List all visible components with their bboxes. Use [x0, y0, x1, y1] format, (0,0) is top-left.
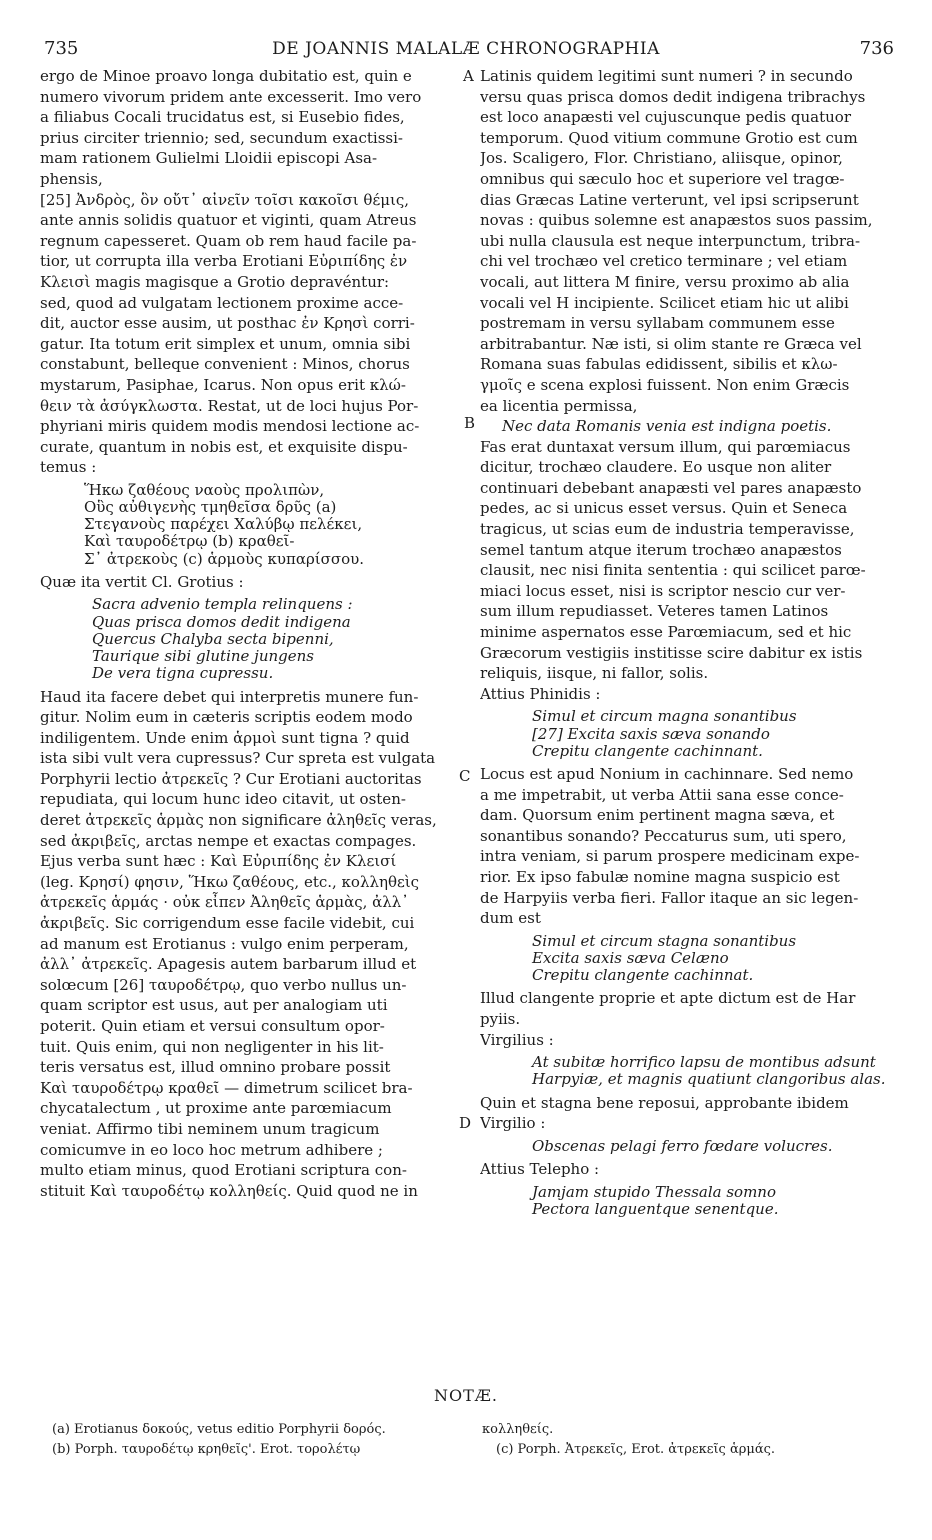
- text-line: mam rationem Gulielmi Lloidii episcopi Asa-: [40, 149, 378, 168]
- text-line: Romana suas fabulas edidissent, sibilis et κλω-: [480, 355, 838, 374]
- text-line: reliquis, iisque, ni fallor, solis.: [480, 664, 709, 683]
- text-line: Fas erat duntaxat versum illum, qui parœmiacus: [480, 437, 851, 456]
- text-line: Attius Telepho :: [480, 1159, 600, 1178]
- text-line: regnum capesseret. Quam ob rem haud facile pa-: [40, 231, 417, 250]
- text-line: semel tantum atque iterum trochæo anapæstos: [480, 540, 842, 559]
- notes-heading: NOTÆ.: [434, 1386, 498, 1405]
- page-number-right: 736: [859, 38, 894, 59]
- text-line: (leg. Κρησί) φησιν, Ἥκω ζαθέους, etc., κολληθεὶς: [40, 872, 420, 891]
- text-line: repudiata, qui locum hunc ideo citavit, ut osten-: [40, 790, 406, 809]
- text-line: sonantibus sonando? Peccaturus sum, uti spero,: [480, 826, 847, 845]
- text-line: Quæ ita vertit Cl. Grotius :: [40, 572, 244, 591]
- text-line: ubi nulla clausula est neque interpunctum, tribra-: [480, 231, 861, 250]
- text-line: [25] Ἀνδρὸς, ὃν οὔτ᾿ αἰνεῖν τοῖσι κακοῖσι θέμις,: [40, 190, 410, 209]
- text-line: indiligentem. Unde enim ἁρμοὶ sunt tigna ? quid: [40, 728, 410, 747]
- text-line: tuit. Quis enim, qui non negligenter in his lit-: [40, 1037, 384, 1056]
- text-line: de Harpyiis verba fieri. Fallor itaque an sic legen-: [480, 888, 859, 907]
- greek-verse-line: Οὓς αὐθιγενὴς τμηθεῖσα δρῦς (a): [84, 499, 337, 517]
- text-line: chycatalectum , ut proxime ante parœmiacum: [40, 1099, 392, 1118]
- text-line: dit, auctor esse ausim, ut posthac ἐν Κρησὶ corri-: [40, 314, 415, 333]
- text-line: omnibus qui sæculo hoc et superiore vel tragœ-: [480, 169, 845, 188]
- text-line: pedes, ac si unicus esset versus. Quin et Seneca: [480, 499, 848, 518]
- text-line: versu quas prisca domos dedit indigena tribrachys: [480, 87, 866, 106]
- text-line: arbitrabantur. Næ isti, si olim stante re Græca vel: [480, 334, 862, 353]
- text-line: θειν τὰ ἀσύγκλωστα. Restat, ut de loci hujus Por-: [40, 396, 419, 415]
- quoted-verse-line: Nec data Romanis venia est indigna poetis.: [502, 417, 832, 436]
- text-line: continuari debebant anapæsti vel pares anapæsto: [480, 478, 862, 497]
- text-line: temus :: [40, 458, 97, 477]
- text-line: ἀλλ᾿ ἀτρεκεῖς. Apagesis autem barbarum illud et: [40, 955, 417, 974]
- text-line: phyriani miris quidem modis mendosi lectione ac-: [40, 417, 420, 436]
- text-line: est loco anapæsti vel cujuscunque pedis quatuor: [480, 108, 851, 127]
- text-line: Attius Phinidis :: [480, 684, 601, 703]
- text-line: vocali, aut littera M finire, versu proximo ab alia: [480, 272, 850, 291]
- text-line: rior. Ex ipso fabulæ nomine magna suspicio est: [480, 867, 840, 886]
- verse-line: Sacra advenio templa relinquens :: [92, 596, 353, 614]
- text-line: ἀτρεκεῖς ἁρμάς · οὐκ εἶπεν Ἀληθεῖς ἁρμὰς, ἀλλ᾿: [40, 893, 409, 912]
- margin-letter-b: B: [464, 414, 476, 432]
- verse-line: Excita saxis sæva Celæno: [532, 949, 729, 967]
- text-line: temporum. Quod vitium commune Grotio est cum: [480, 128, 858, 147]
- text-line: Καὶ ταυροδέτρῳ κραθεῖ — dimetrum scilicet bra-: [40, 1078, 413, 1097]
- verse-line: Taurique sibi glutine jungens: [92, 648, 314, 666]
- text-line: tior, ut corrupta illa verba Erotiani Εὐριπίδης ἐν: [40, 252, 408, 271]
- text-line: Virgilius :: [480, 1030, 554, 1049]
- text-line: curate, quantum in nobis est, et exquisite dispu-: [40, 437, 408, 456]
- text-line: prius circiter triennio; sed, secundum exactissi-: [40, 128, 403, 147]
- text-line: pyiis.: [480, 1009, 521, 1028]
- text-line: poterit. Quin etiam et versui consultum opor-: [40, 1017, 385, 1035]
- greek-verse-line: Ἥκω ζαθέους ναοὺς προλιπὼν,: [84, 481, 325, 499]
- text-line: dam. Quorsum enim pertinent magna sæva, et: [480, 806, 835, 825]
- greek-verse-line: Σ᾿ ἀτρεκοὺς (c) ἁρμοὺς κυπαρίσσου.: [84, 550, 365, 568]
- text-line: Ejus verba sunt hæc : Καὶ Εὐριπίδης ἐν Κλεισί: [40, 852, 397, 871]
- verse-line: De vera tigna cupressu.: [92, 665, 274, 683]
- left-column: [40, 66, 458, 1201]
- verse-line: Pectora languentque senentque.: [532, 1200, 779, 1218]
- text-line: Haud ita facere debet qui interpretis munere fun-: [40, 687, 419, 706]
- text-line: quam scriptor est usus, aut per analogiam uti: [40, 996, 388, 1015]
- text-line: Illud clangente proprie et apte dictum est de Har: [480, 989, 856, 1008]
- margin-letter-a: A: [463, 67, 474, 85]
- text-line: ad manum est Erotianus : vulgo enim perperam,: [40, 934, 409, 953]
- text-line: solœcum [26] ταυροδέτρῳ, quo verbo nullus un-: [40, 975, 407, 994]
- verse-line: Obscenas pelagi ferro fœdare volucres.: [532, 1137, 833, 1155]
- margin-letter-c: C: [459, 767, 471, 785]
- text-line: ergo de Minoe proavo longa dubitatio est, quin e: [40, 67, 412, 85]
- verse-line: [27] Excita saxis sæva sonando: [532, 725, 770, 743]
- verse-line: Quercus Chalyba secta bipenni,: [92, 630, 334, 648]
- text-line: sed ἀκριβεῖς, arctas nempe et exactas compages.: [40, 831, 417, 850]
- text-line: ante annis solidis quatuor et viginti, quam Atreus: [40, 211, 417, 230]
- text-line: Græcorum vestigiis institisse scire dabitur ex istis: [480, 643, 863, 662]
- text-line: comicumve in eo loco hoc metrum adhibere ;: [40, 1140, 383, 1159]
- verse-line: At subitæ horrifico lapsu de montibus adsunt: [532, 1054, 876, 1072]
- text-line: intra veniam, si parum prospere medicinam expe-: [480, 847, 860, 866]
- text-line: sum illum repudiasset. Veteres tamen Latinos: [480, 602, 829, 621]
- text-line: dum est: [480, 909, 541, 928]
- text-line: gatur. Ita totum erit simplex et unum, omnia sibi: [40, 334, 411, 353]
- text-line: teris versatus est, illud omnino probare possit: [40, 1058, 391, 1077]
- text-line: a me impetrabit, ut verba Attii sana esse conce-: [480, 785, 844, 804]
- text-line: gitur. Nolim eum in cæteris scriptis eodem modo: [40, 708, 413, 727]
- right-column: [480, 66, 896, 1218]
- text-line: clausit, nec nisi finita sententia : qui scilicet parœ-: [480, 561, 866, 580]
- text-line: γμοῖς e scena explosi fuissent. Non enim Græcis: [480, 375, 850, 394]
- text-line: ista sibi vult vera cupressus? Cur spreta est vulgata: [40, 749, 436, 768]
- verse-line: Crepitu clangente cachinnant.: [532, 742, 763, 760]
- text-line: numero vivorum pridem ante excesserit. Imo vero: [40, 87, 422, 106]
- footnote-b-continued: κολληθείς.: [482, 1422, 554, 1437]
- text-line: tragicus, ut scias eum de industria temperavisse,: [480, 520, 855, 539]
- verse-line: Harpyiæ, et magnis quatiunt clangoribus alas.: [532, 1071, 886, 1089]
- greek-verse-line: Καὶ ταυροδέτρῳ (b) κραθεῖ-: [84, 533, 295, 551]
- text-line: phensis,: [40, 169, 103, 188]
- text-line: dicitur, trochæo claudere. Eo usque non aliter: [480, 458, 832, 477]
- text-line: veniat. Affirmo tibi neminem unum tragicum: [40, 1119, 380, 1138]
- verse-line: Simul et circum magna sonantibus: [532, 708, 797, 726]
- text-line: multo etiam minus, quod Erotiani scriptura con-: [40, 1161, 407, 1180]
- text-line: sed, quod ad vulgatam lectionem proxime acce-: [40, 293, 404, 312]
- text-line: constabunt, belleque convenient : Minos, chorus: [40, 355, 410, 374]
- text-line: stituit Καὶ ταυροδέτῳ κολληθείς. Quid quod ne in: [40, 1181, 418, 1200]
- text-line: dias Græcas Latine verterunt, vel ipsi scripserunt: [480, 190, 859, 209]
- text-line: a filiabus Cocali trucidatus est, si Eusebio fides,: [40, 108, 405, 127]
- margin-letter-d: D: [459, 1114, 472, 1132]
- text-line: vocali vel H incipiente. Scilicet etiam hic ut alibi: [480, 293, 849, 312]
- text-line: chi vel trochæo vel cretico terminare ; vel etiam: [480, 252, 848, 271]
- footnote-c: (c) Porph. Ἀτρεκεῖς, Erot. ἀτρεκεῖς ἁρμάς.: [496, 1442, 776, 1457]
- text-line: miaci locus esset, nisi is scriptor nescio cur ver-: [480, 581, 846, 600]
- verse-line: Jamjam stupido Thessala somno: [532, 1183, 776, 1201]
- verse-line: Quas prisca domos dedit indigena: [92, 613, 351, 631]
- verse-line: Simul et circum stagna sonantibus: [532, 932, 797, 950]
- footnote-b: (b) Porph. ταυροδέτῳ κρηθεῖς'. Erot. τορολέτῳ: [52, 1442, 361, 1457]
- verse-line: Crepitu clangente cachinnat.: [532, 967, 754, 985]
- text-line: minime aspernatos esse Parœmiacum, sed et hic: [480, 623, 852, 642]
- text-line: Porphyrii lectio ἀτρεκεῖς ? Cur Erotiani auctoritas: [40, 769, 422, 788]
- page-number-left: 735: [44, 38, 79, 59]
- text-line: novas : quibus solemne est anapæstos suos passim,: [480, 211, 873, 230]
- greek-verse-line: Στεγανοὺς παρέχει Χαλύβῳ πελέκει,: [84, 516, 363, 534]
- text-line: Virgilio :: [480, 1114, 546, 1133]
- text-line: mystarum, Pasiphae, Icarus. Non opus erit κλώ-: [40, 375, 406, 394]
- footnote-a: (a) Erotianus δοκούς, vetus editio Porphyrii δορός.: [52, 1422, 386, 1437]
- text-line: Jos. Scaligero, Flor. Christiano, aliisque, opinor,: [480, 149, 843, 168]
- text-line: Latinis quidem legitimi sunt numeri ? in secundo: [480, 67, 853, 85]
- text-line: Κλεισὶ magis magisque a Grotio depravéntur:: [40, 272, 390, 291]
- text-line: Locus est apud Nonium in cachinnare. Sed nemo: [480, 765, 854, 784]
- text-line: Quin et stagna bene reposui, approbante ibidem: [480, 1093, 849, 1112]
- text-line: postremam in versu syllabam communem esse: [480, 314, 835, 333]
- text-line: ἀκριβεῖς. Sic corrigendum esse facile videbit, cui: [40, 914, 415, 933]
- running-title: DE JOANNIS MALALÆ CHRONOGRAPHIA: [272, 39, 660, 59]
- text-line: deret ἀτρεκεῖς ἁρμὰς non significare ἀληθεῖς veras,: [40, 811, 437, 830]
- text-line: ea licentia permissa,: [480, 396, 638, 415]
